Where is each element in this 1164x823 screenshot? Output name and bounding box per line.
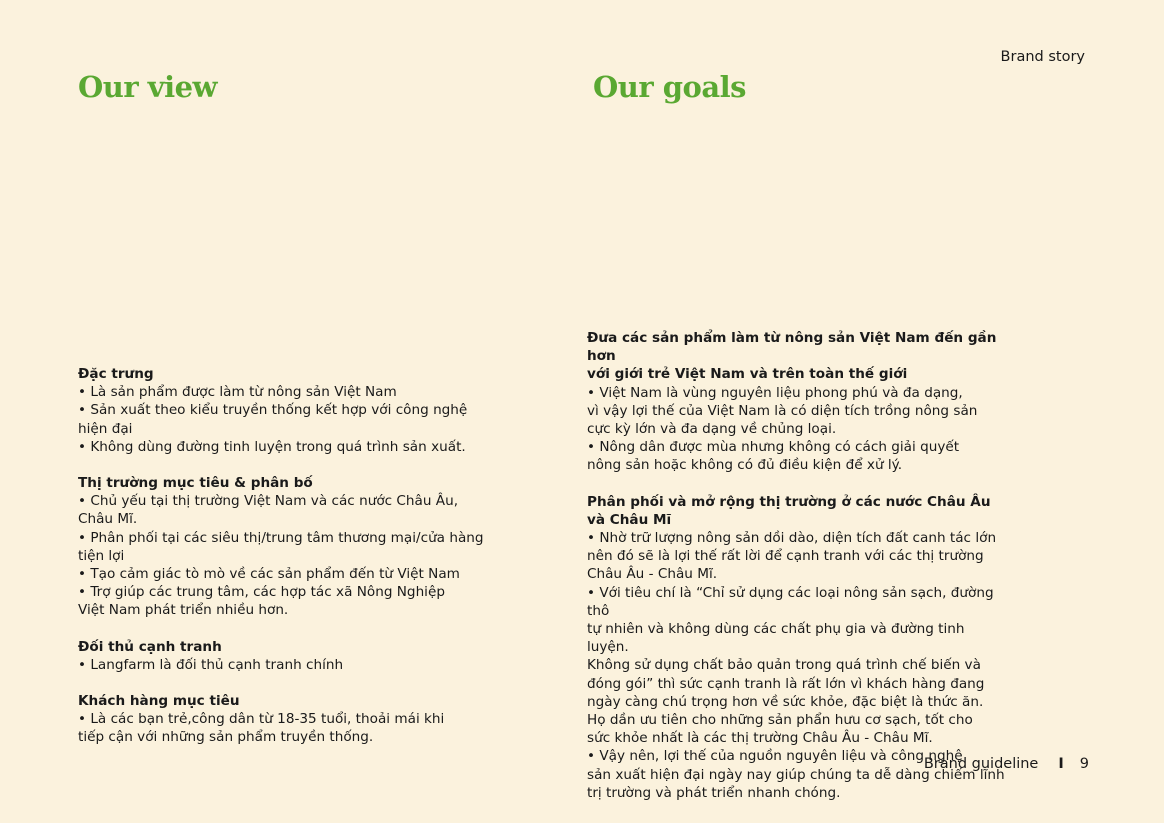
section-heading: Thị trường mục tiêu & phân bố: [78, 475, 313, 492]
footer-separator: I: [1058, 756, 1064, 772]
our-goals-column: [587, 329, 1007, 820]
section-body: • Nhờ trữ lượng nông sản dồi dào, diện tích đất canh tác lớn nên đó sẽ là lợi thế rất lời để cạnh tranh với các thị trường Châu Âu - Châu Mĩ. • Với tiêu chí là “Chỉ sử dụng các loại nông sản sạch, đường thô tự nhiên và không dùng các chất phụ gia và đường tinh luyện. Không sử dụng chất bảo quản trong quá trình chế biến và đóng gói” thì sức cạnh tranh là rất lớn vì khách hàng đang ngày càng chú trọng hơn về sức khỏe, đặc biệt là thức ăn. Họ dần ưu tiên cho những sản phẩn hưu cơ sạch, tốt cho sức khỏe nhất là các thị trường Châu Âu - Châu Mĩ. • Vậy nên, lợi thế của nguồn nguyên liệu và công nghệ sản xuất hiện đại ngày nay giúp chúng ta dễ dàng chiếm lĩnh trị trường và phát triển nhanh chóng.: [587, 530, 1005, 801]
page-footer: [924, 756, 1089, 772]
section: [78, 365, 493, 456]
section-body: • Việt Nam là vùng nguyên liệu phong phú và đa dạng, vì vậy lợi thế của Việt Nam là có diện tích trồng nông sản cực kỳ lớn và đa dạng về chủng loại. • Nông dân được mùa nhưng không có cách giải quyết nông sản hoặc không có đủ điều kiện để xử lý.: [587, 384, 978, 474]
section-body: • Chủ yếu tại thị trường Việt Nam và các nước Châu Âu, Châu Mĩ. • Phân phối tại các siêu thị/trung tâm thương mại/cửa hàng tiện lợi • Tạo cảm giác tò mò về các sản phẩm đến từ Việt Nam • Trợ giúp các trung tâm, các hợp tác xã Nông Nghiệp Việt Nam phát triển nhiều hơn.: [78, 493, 484, 619]
section: [78, 474, 493, 620]
section-body: • Là sản phẩm được làm từ nông sản Việt Nam • Sản xuất theo kiểu truyền thống kết hợp với công nghệ hiện đại • Không dùng đường tinh luyện trong quá trình sản xuất.: [78, 384, 468, 455]
section-tag: Brand story: [1000, 49, 1085, 65]
section-body: • Là các bạn trẻ,công dân từ 18-35 tuổi, thoải mái khi tiếp cận với những sản phẩm truyền thống.: [78, 711, 445, 746]
section: [587, 329, 1007, 475]
section-heading: Đưa các sản phẩm làm từ nông sản Việt Nam đến gần hơn với giới trẻ Việt Nam và trên toàn thế giới: [587, 330, 997, 383]
our-goals-title: Our goals: [593, 70, 746, 104]
our-view-title: Our view: [78, 70, 218, 104]
section-body: • Langfarm là đối thủ cạnh tranh chính: [78, 656, 344, 673]
section: [78, 692, 493, 747]
our-view-column: [78, 365, 493, 765]
section-heading: Đối thủ cạnh tranh: [78, 638, 222, 655]
section: [78, 638, 493, 674]
section-heading: Khách hàng mục tiêu: [78, 693, 240, 710]
page-number: 9: [1079, 756, 1089, 772]
footer-label: Brand guideline: [923, 756, 1039, 772]
section-heading: Đặc trưng: [78, 366, 154, 382]
section-heading: Phân phối và mở rộng thị trường ở các nước Châu Âu và Châu Mĩ: [587, 493, 991, 528]
